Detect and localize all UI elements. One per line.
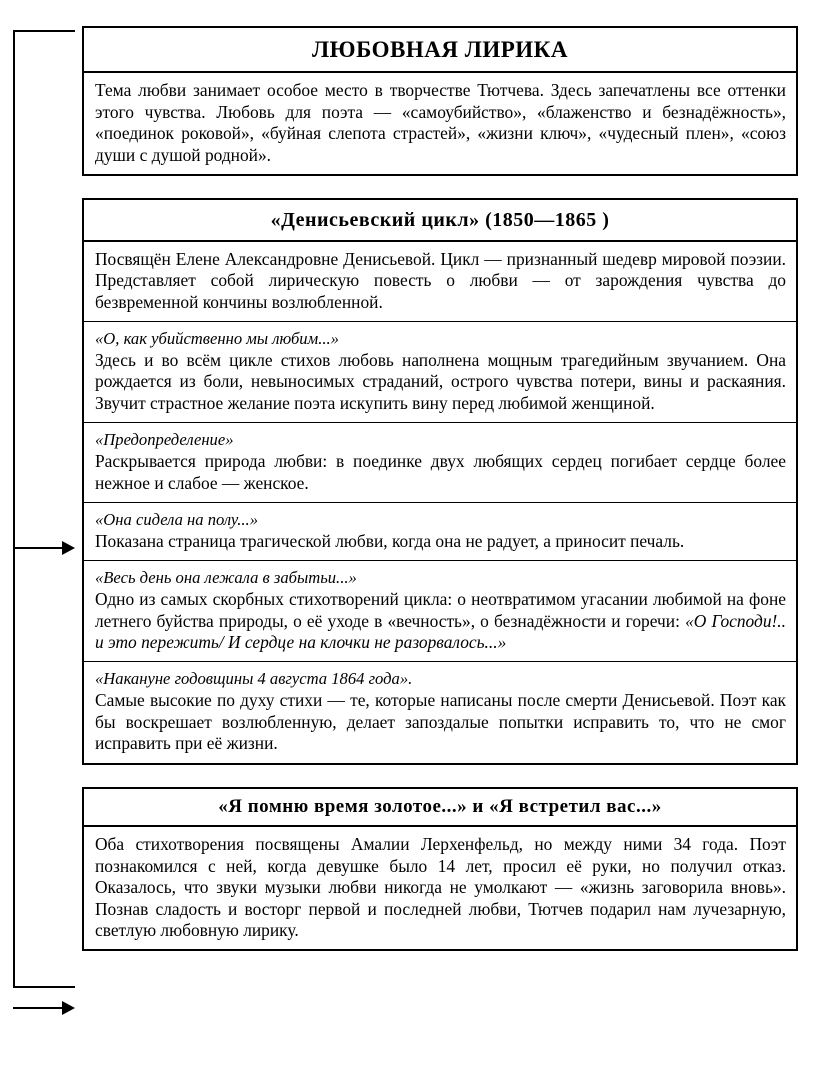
content-blocks bbox=[82, 26, 798, 973]
connector-arrow-middle bbox=[62, 541, 75, 555]
connector-stem-bottom bbox=[13, 1007, 63, 1009]
poem-title-ves-den-ona-lezhala: «Весь день она лежала в забытьи...» bbox=[95, 568, 357, 588]
section-predopredelenie bbox=[84, 423, 796, 503]
poem-title-ona-sidela-na-polu: «Она сидела на полу...» bbox=[95, 509, 258, 529]
section-cycle-intro bbox=[84, 242, 796, 322]
block-ya-pomnyu-vremya bbox=[82, 787, 798, 952]
section-ves-den-quote: «О Господи!.. и это пережить/ И сердце на клочки не разорвалось...» bbox=[95, 610, 786, 653]
section-intro bbox=[84, 73, 796, 174]
section-amaliya bbox=[84, 827, 796, 949]
block-title-denisyevskiy-cikl: «Денисьевский цикл» (1850—1865 ) bbox=[84, 200, 796, 242]
section-ves-den-text-before: Одно из самых скорбных стихотворений цикла: о неотвратимом угасании любимой на фоне летнего буйства природы, о её уходе в «вечность», о безнадёжности и горечи: bbox=[95, 589, 786, 631]
block-lyubovnaya-lirika bbox=[82, 26, 798, 176]
section-ves-den-ona-lezhala-text bbox=[95, 589, 786, 653]
block-denisyevskiy-cikl bbox=[82, 198, 798, 765]
section-nakanune-godovshchiny bbox=[84, 662, 796, 762]
poem-title-nakanune-godovshchiny: «Накануне годовщины 4 августа 1864 года». bbox=[95, 669, 413, 689]
poem-title-o-kak-ubiystvenno: «О, как убийственно мы любим...» bbox=[95, 329, 339, 349]
section-intro-text: Тема любви занимает особое место в творчестве Тютчева. Здесь запечатлены все оттенки этого чувства. Любовь для поэта — «самоубийство», «блаженство и безнадёжность», «поединок роковой», «буйная слепота страстей», «жизни ключ», «чудесный плен», «союз души с душой родной». bbox=[95, 80, 786, 165]
section-predopredelenie-text: Раскрывается природа любви: в поединке двух любящих сердец погибает сердце более нежное и слабое — женское. bbox=[95, 451, 786, 493]
section-ona-sidela-na-polu-text: Показана страница трагической любви, когда она не радует, а приносит печаль. bbox=[95, 530, 685, 551]
section-o-kak-ubiystvenno-text: Здесь и во всём цикле стихов любовь наполнена мощным трагедийным звучанием. Она рождается из боли, невыносимых страданий, острого чувства потери, вины и раскаяния. Звучит страстное желание поэта искупить вину перед любимой женщиной. bbox=[95, 350, 786, 413]
connector-arrow-bottom bbox=[62, 1001, 75, 1015]
block-title-ya-pomnyu-vremya: «Я помню время золотое...» и «Я встретил вас...» bbox=[84, 789, 796, 828]
poem-title-predopredelenie: «Предопределение» bbox=[95, 430, 234, 450]
block-title-lyubovnaya-lirika: ЛЮБОВНАЯ ЛИРИКА bbox=[84, 28, 796, 73]
connector-bracket bbox=[13, 30, 75, 988]
section-amaliya-text: Оба стихотворения посвящены Амалии Лерхенфельд, но между ними 34 года. Поэт познакомился с ней, когда девушке было 14 лет, просил её руки, но получил отказ. Оказалось, что звуки музыки любви никогда не умолкают — «жизнь заговорила вновь». Познав сладость и восторг первой и последней любви, Тютчев подарил нам лучезарную, светлую любовную лирику. bbox=[95, 834, 786, 941]
section-ona-sidela-na-polu bbox=[84, 503, 796, 561]
section-ves-den-ona-lezhala bbox=[84, 561, 796, 662]
section-nakanune-godovshchiny-text: Самые высокие по духу стихи — те, которые написаны после смерти Денисьевой. Поэт как бы воскрешает возлюбленную, делает запоздалые попытки исправить то, что не смог исправить при её жизни. bbox=[95, 690, 786, 754]
section-o-kak-ubiystvenno bbox=[84, 322, 796, 423]
connector-stem-middle bbox=[13, 547, 63, 549]
section-cycle-intro-text: Посвящён Елене Александровне Денисьевой. Цикл — признанный шедевр мировой поэзии. Представляет собой лирическую повесть о любви — от зарождения чувства до безвременной кончины возлюбленной. bbox=[95, 248, 786, 312]
